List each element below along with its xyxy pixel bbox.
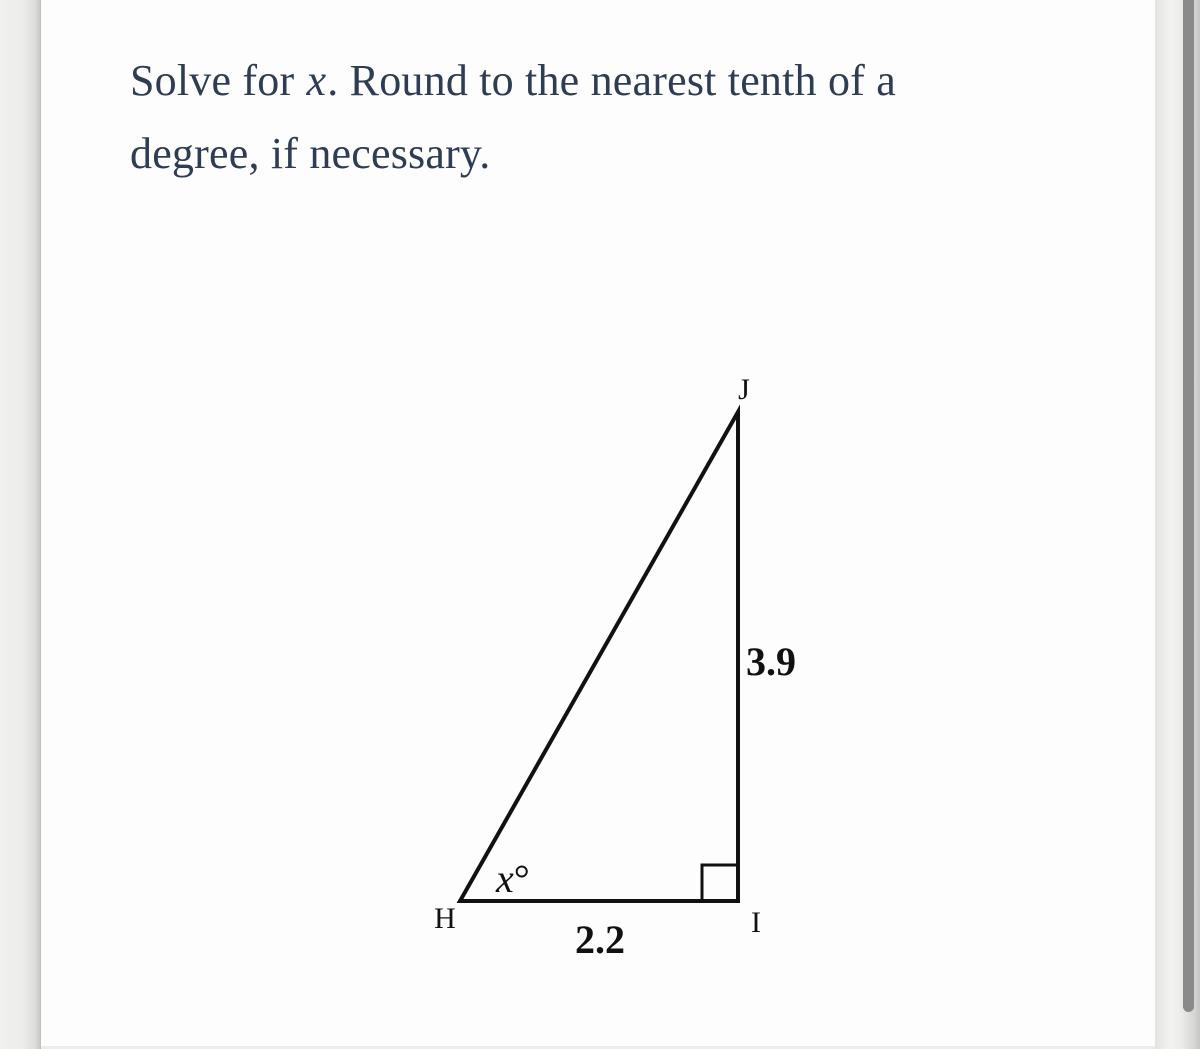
question-line-2: degree, if necessary. — [130, 129, 491, 178]
triangle-diagram — [380, 365, 850, 980]
question-variable: x — [306, 56, 327, 105]
degree-symbol: ° — [513, 856, 530, 901]
angle-variable: x — [496, 856, 514, 901]
page-left-margin — [0, 0, 41, 1049]
side-label-ij: 3.9 — [746, 639, 796, 684]
scrollbar-track[interactable] — [1155, 0, 1200, 1049]
question-suffix: . Round to the nearest tenth of a — [327, 56, 896, 105]
vertex-label-i: I — [751, 906, 761, 939]
question-line-1 — [130, 44, 1120, 117]
question-text — [130, 44, 1120, 190]
question-prefix: Solve for — [130, 56, 306, 105]
triangle-outline — [460, 412, 738, 901]
side-label-hi: 2.2 — [575, 917, 625, 962]
vertex-label-h: H — [434, 902, 456, 935]
angle-label-x — [495, 856, 530, 901]
right-angle-marker — [702, 865, 738, 901]
vertex-label-j: J — [738, 373, 750, 406]
question-panel — [41, 0, 1155, 1049]
scrollbar-thumb[interactable] — [1183, 0, 1194, 1012]
